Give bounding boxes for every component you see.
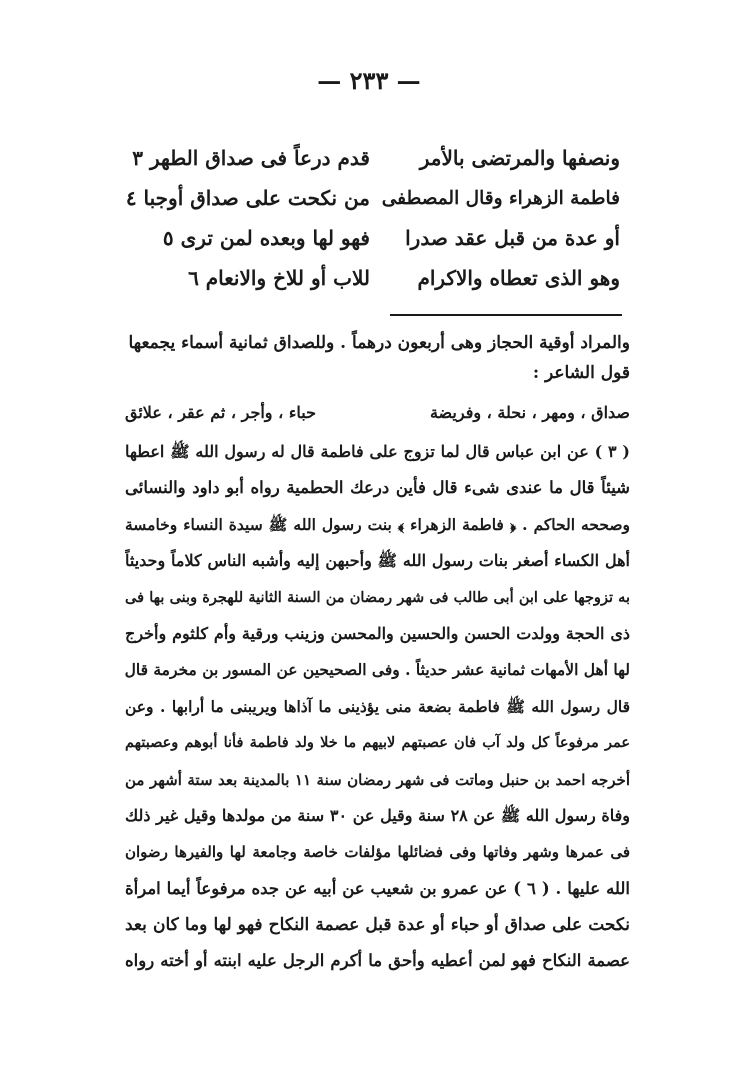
verse — [120, 138, 620, 178]
names-right: صداق ، ومهر ، نحلة ، وفريضة — [429, 403, 630, 422]
verse-second-hemistich: فهو لها وبعده لمن ترى ٥ — [162, 226, 370, 250]
verse — [120, 258, 620, 298]
footnote-line: أخرجه احمد بن حنبل وماتت فى شهر رمضان سنة ١١ بالمدينة بعد ستة أشهر من — [125, 770, 630, 789]
footnote-line: شيئاً قال ما عندى شىء قال فأين درعك الحطمية رواه أبو داود والنسائى — [125, 478, 630, 498]
footnote-line: ذى الحجة وولدت الحسن والحسين والمحسن وزينب ورقية وأم كلثوم وأخرج — [125, 623, 630, 643]
footnote-line: وفاة رسول الله ﷺ عن ٢٨ سنة وقيل عن ٣٠ سنة من مولدها وقيل غير ذلك — [125, 805, 630, 825]
verse-second-hemistich: من نكحت على صداق أوجبا ٤ — [125, 186, 370, 210]
footnote-line: الله عليها . ( ٦ ) عن عمرو بن شعيب عن أبيه عن جده مرفوعاً أيما امرأة — [125, 878, 630, 898]
footnote-line: لها أهل الأمهات ثمانية عشر حديثاً . وفى الصحيحين عن المسور بن مخرمة قال — [125, 660, 630, 680]
footnote-line: وصححه الحاكم . ﴿ فاطمة الزهراء ﴾ بنت رسول الله ﷺ سيدة النساء وخامسة — [125, 514, 630, 534]
verse-second-hemistich: للاب أو للاخ والانعام ٦ — [188, 266, 370, 290]
names-left: حباء ، وأجر ، ثم عقر ، علائق — [125, 403, 316, 422]
intro-line: قول الشاعر : — [532, 363, 630, 383]
footnote-line: عصمة النكاح فهو لمن أعطيه وأحق ما أكرم الرجل عليه ابنته أو أخته رواه — [125, 951, 630, 971]
verse-first-hemistich: وهو الذى تعطاه والاكرام — [417, 266, 620, 290]
verse-second-hemistich: قدم درعاً فى صداق الطهر ٣ — [132, 146, 370, 170]
verse — [120, 178, 620, 218]
footnote-line: ( ٣ ) عن ابن عباس قال لما تزوج على فاطمة قال له رسول الله ﷺ اعطها — [125, 442, 630, 461]
footnote-line: عمر مرفوعاً كل ولد آب فان عصبتهم لابيهم ما خلا ولد فاطمة فأنا أبوهم وعصبتهم — [125, 734, 630, 752]
footnote-line: به تزوجها على ابن أبى طالب فى شهر رمضان من السنة الثانية للهجرة وبنى بها فى — [125, 588, 630, 606]
verse — [120, 218, 620, 258]
footnote-line: فى عمرها وشهر وفاتها وفى فضائلها مؤلفات خاصة وجامعة لها والفيرها رضوان — [125, 843, 630, 862]
footnotes — [125, 328, 630, 980]
verse-first-hemistich: ونصفها والمرتضى بالأمر — [419, 146, 620, 170]
page-number: — ٢٣٣ — — [317, 66, 421, 95]
verse-first-hemistich: فاطمة الزهراء وقال المصطفى — [381, 187, 620, 209]
names-line — [125, 398, 630, 428]
footnote-line: قال رسول الله ﷺ فاطمة بضعة منى يؤذينى ما آذاها ويريبنى ما أرابها . وعن — [125, 696, 630, 716]
footnote-line: أهل الكساء أصغر بنات رسول الله ﷺ وأحبهن إليه وأشبه الناس كلاماً وحديثاً — [125, 551, 630, 571]
footnote-separator — [390, 314, 622, 316]
verse-first-hemistich: أو عدة من قبل عقد صدرا — [405, 226, 620, 250]
intro-line: والمراد أوقية الحجاز وهى أربعون درهماً . وللصداق ثمانية أسماء يجمعها — [128, 333, 630, 353]
poem — [120, 138, 620, 298]
footnote-body — [125, 434, 630, 980]
footnote-line: نكحت على صداق أو حباء أو عدة قبل عصمة النكاح فهو لها وما كان بعد — [125, 915, 630, 936]
